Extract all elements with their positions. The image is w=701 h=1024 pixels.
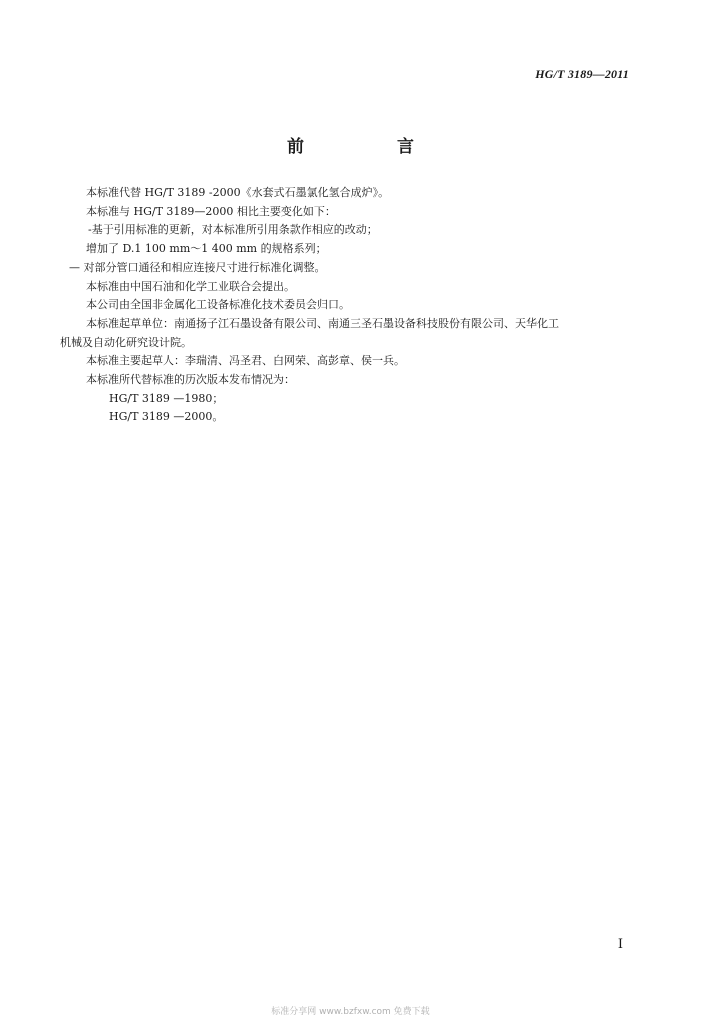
foreword-line-change-sizes: 增加了 D.1 100 mm～1 400 mm 的规格系列； <box>86 242 327 256</box>
foreword-line-history-2000: HG/T 3189 —2000。 <box>109 410 224 424</box>
page-title: 前 言 <box>287 137 452 157</box>
foreword-line-drafters: 本标准主要起草人：李瑞清、冯圣君、白网荣、高彭章、侯一兵。 <box>86 354 405 368</box>
foreword-body <box>60 184 635 427</box>
watermark: 标准分享网 www.bzfxw.com 免费下载 <box>271 1007 430 1017</box>
foreword-line-changes-intro: 本标准与 HG/T 3189—2000 相比主要变化如下： <box>86 204 336 218</box>
foreword-line-change-nozzles: — 对部分管口通径和相应连接尺寸进行标准化调整。 <box>69 260 326 274</box>
foreword-line-change-references: -基于引用标准的更新，对本标准所引用条款作相应的改动； <box>88 223 378 237</box>
foreword-line-administered-by: 本公司由全国非金属化工设备标准化技术委员会归口。 <box>86 298 350 312</box>
standard-code: HG/T 3189—2011 <box>535 67 629 81</box>
page-number: I <box>617 937 623 952</box>
foreword-line-drafting-units: 本标准起草单位：南通扬子江石墨设备有限公司、南通三圣石墨设备科技股份有限公司、天华化工 <box>86 316 559 330</box>
foreword-line-replaces: 本标准代替 HG/T 3189 -2000《水套式石墨氯化氢合成炉》。 <box>86 186 390 199</box>
foreword-line-history-1980: HG/T 3189 —1980； <box>109 391 224 405</box>
foreword-line-drafting-units-cont: 机械及自动化研究设计院。 <box>60 335 192 349</box>
foreword-line-proposed-by: 本标准由中国石油和化学工业联合会提出。 <box>86 279 295 293</box>
foreword-line-history-intro: 本标准所代替标准的历次版本发布情况为： <box>86 373 295 387</box>
